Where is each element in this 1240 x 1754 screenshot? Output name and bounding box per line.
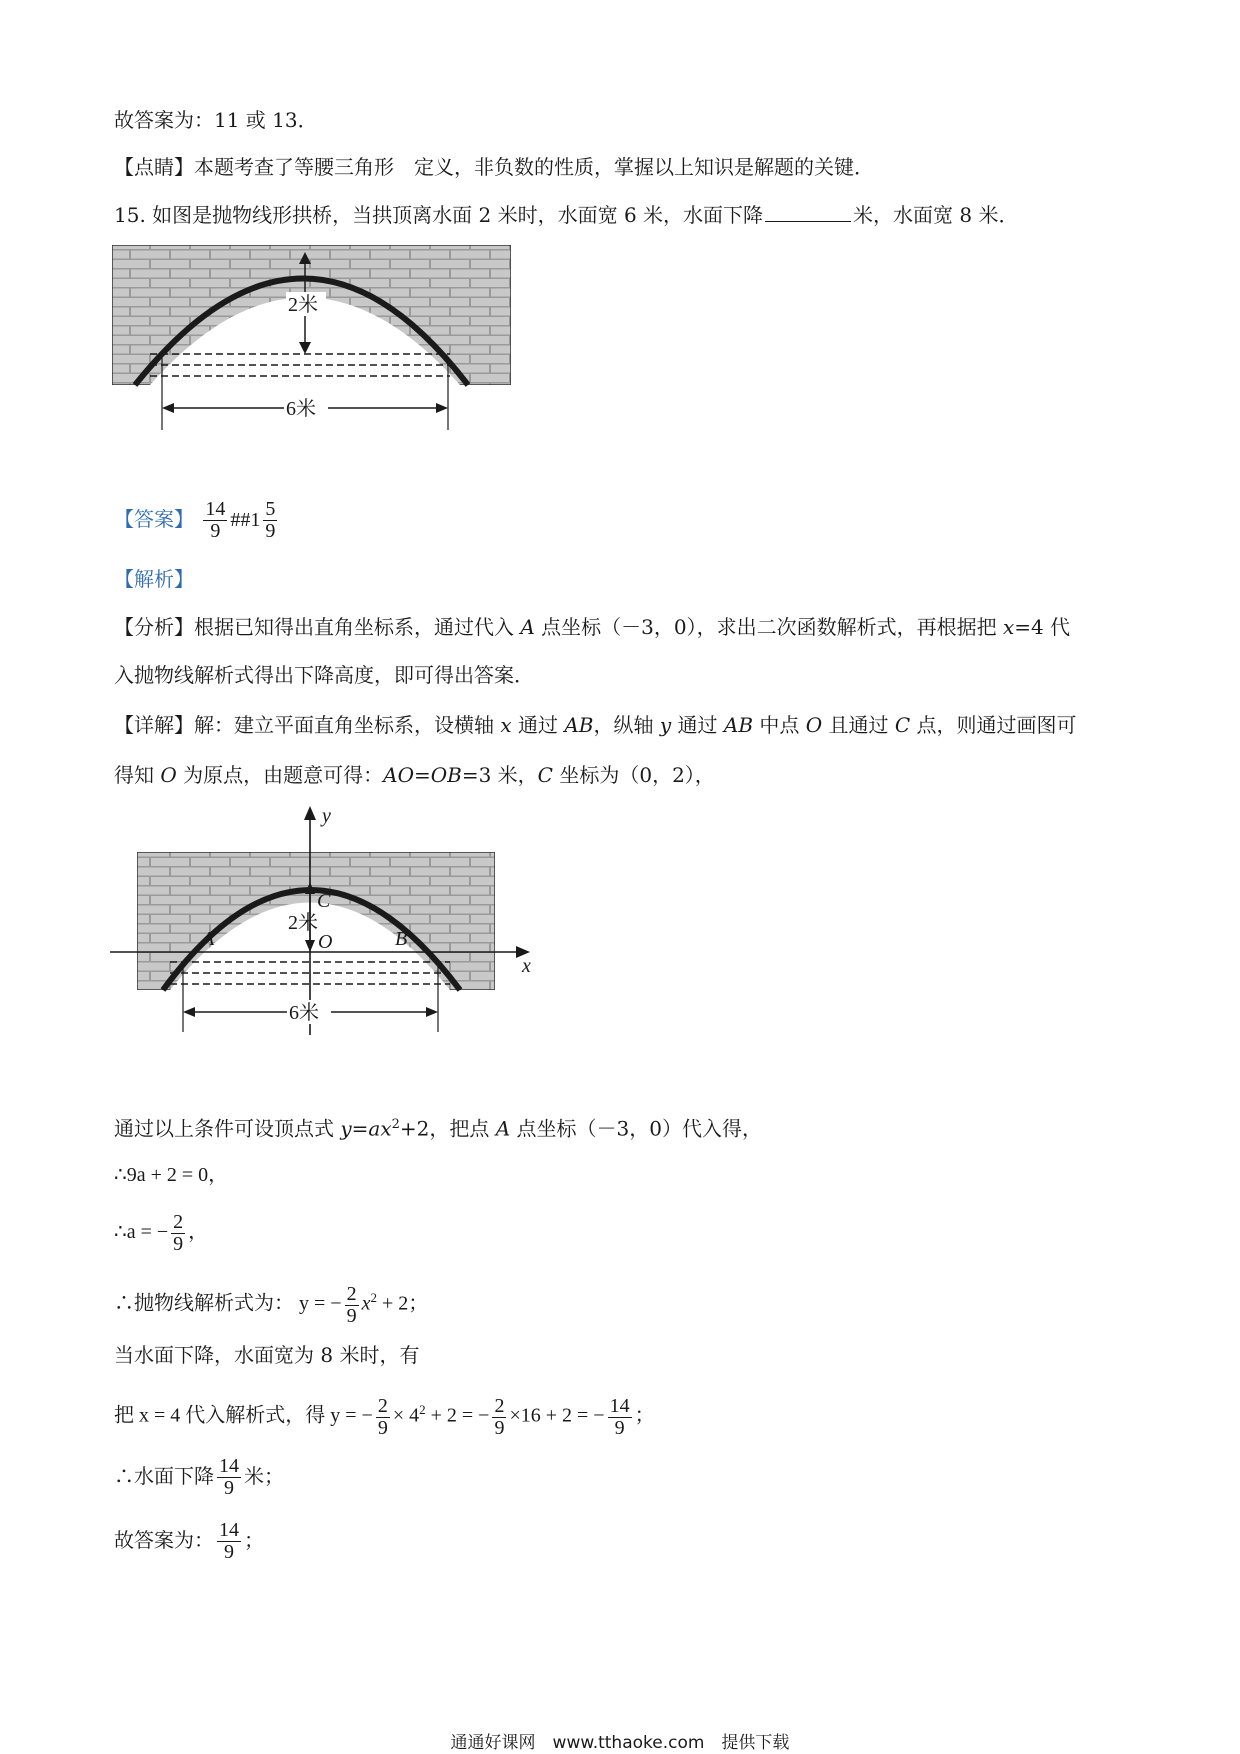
- height-label: 2米: [288, 294, 318, 316]
- fenxi-line-2: 入抛物线解析式得出下降高度，即可得出答案．: [114, 663, 534, 687]
- width-label-2: 6米: [289, 1002, 319, 1024]
- point-B-label: B: [395, 928, 408, 950]
- answer-line-prev: 故答案为：11 或 13．: [114, 108, 318, 132]
- answer-mixed-fraction: $\frac{5}{9}$: [265, 498, 276, 542]
- equation-2: ∴a = − $\frac{2}{9}$ ，: [114, 1210, 209, 1255]
- axis-y-label: y: [322, 805, 331, 827]
- xiangjie-line-2: 得知 O 为原点，由题意可得：AO=OB=3 米，C 坐标为（0，2），: [114, 763, 715, 787]
- final-answer-line: 故答案为： $\frac{14}{9}$ ；: [114, 1519, 264, 1563]
- equation-3: ∴抛物线解析式为： y = − $\frac{2}{9}$ $x^2 + 2$；: [114, 1282, 429, 1327]
- equation-1: ∴9a + 2 = 0，: [114, 1164, 229, 1186]
- jiexi-tag: 【解析】: [114, 567, 194, 591]
- fraction-2-9: $\frac{2}{9}$: [346, 1282, 357, 1327]
- width-label: 6米: [286, 398, 316, 420]
- point-O-label: O: [318, 931, 333, 953]
- height-label-2: 2米: [288, 912, 318, 934]
- question-text-end: 米，水面宽 8 米．: [853, 203, 1019, 227]
- xiangjie-line-1: 【详解】解：建立平面直角坐标系，设横轴 x 通过 AB，纵轴 y 通过 AB 中点 O 且通过 C 点，则通过画图可: [114, 713, 1077, 737]
- water-drop-line: ∴水面下降 $\frac{14}{9}$ 米；: [114, 1455, 284, 1499]
- answer-blank: [765, 203, 851, 222]
- bridge-figure-1: [110, 240, 515, 440]
- answer-separator: ##1: [230, 509, 261, 531]
- point-C-label: C: [317, 890, 331, 912]
- vertex-form-line: 通过以上条件可设顶点式 $y=ax^2+2$，把点 A 点坐标（－3，0）代入得，: [114, 1116, 763, 1141]
- axis-x-label: x: [522, 955, 531, 977]
- bridge-figure-2: [110, 800, 540, 1050]
- answer-tag: 【答案】: [114, 507, 194, 531]
- fenxi-line-1: 【分析】根据已知得出直角坐标系，通过代入 A 点坐标（－3，0），求出二次函数解析式，再根据把 x=4 代: [114, 615, 1071, 639]
- answer-fraction: $\frac{14}{9}$: [205, 498, 226, 542]
- point-A-label: A: [202, 928, 215, 950]
- fraction-2-9: $\frac{2}{9}$: [173, 1210, 184, 1255]
- question-15: [114, 200, 1019, 230]
- page-footer: 通通好课网 www.tthaoke.com 提供下载: [450, 1733, 790, 1753]
- substitution-line: 把 x = 4 代入解析式，得 y = − $\frac{2}{9}$ × $4^2 + 2$ = − $\frac{2}{9}$ ×16 + 2 = − $\frac{14}{9}$ ；: [114, 1394, 655, 1439]
- question-text: 15. 如图是抛物线形拱桥，当拱顶离水面 2 米时，水面宽 6 米，水面下降: [114, 203, 764, 227]
- answer-line: [114, 490, 280, 549]
- dianjing-line: 【点睛】本题考查了等腰三角形 定义，非负数的性质，掌握以上知识是解题的关键．: [114, 155, 874, 179]
- dang-line: 当水面下降，水面宽为 8 米时，有: [114, 1343, 420, 1367]
